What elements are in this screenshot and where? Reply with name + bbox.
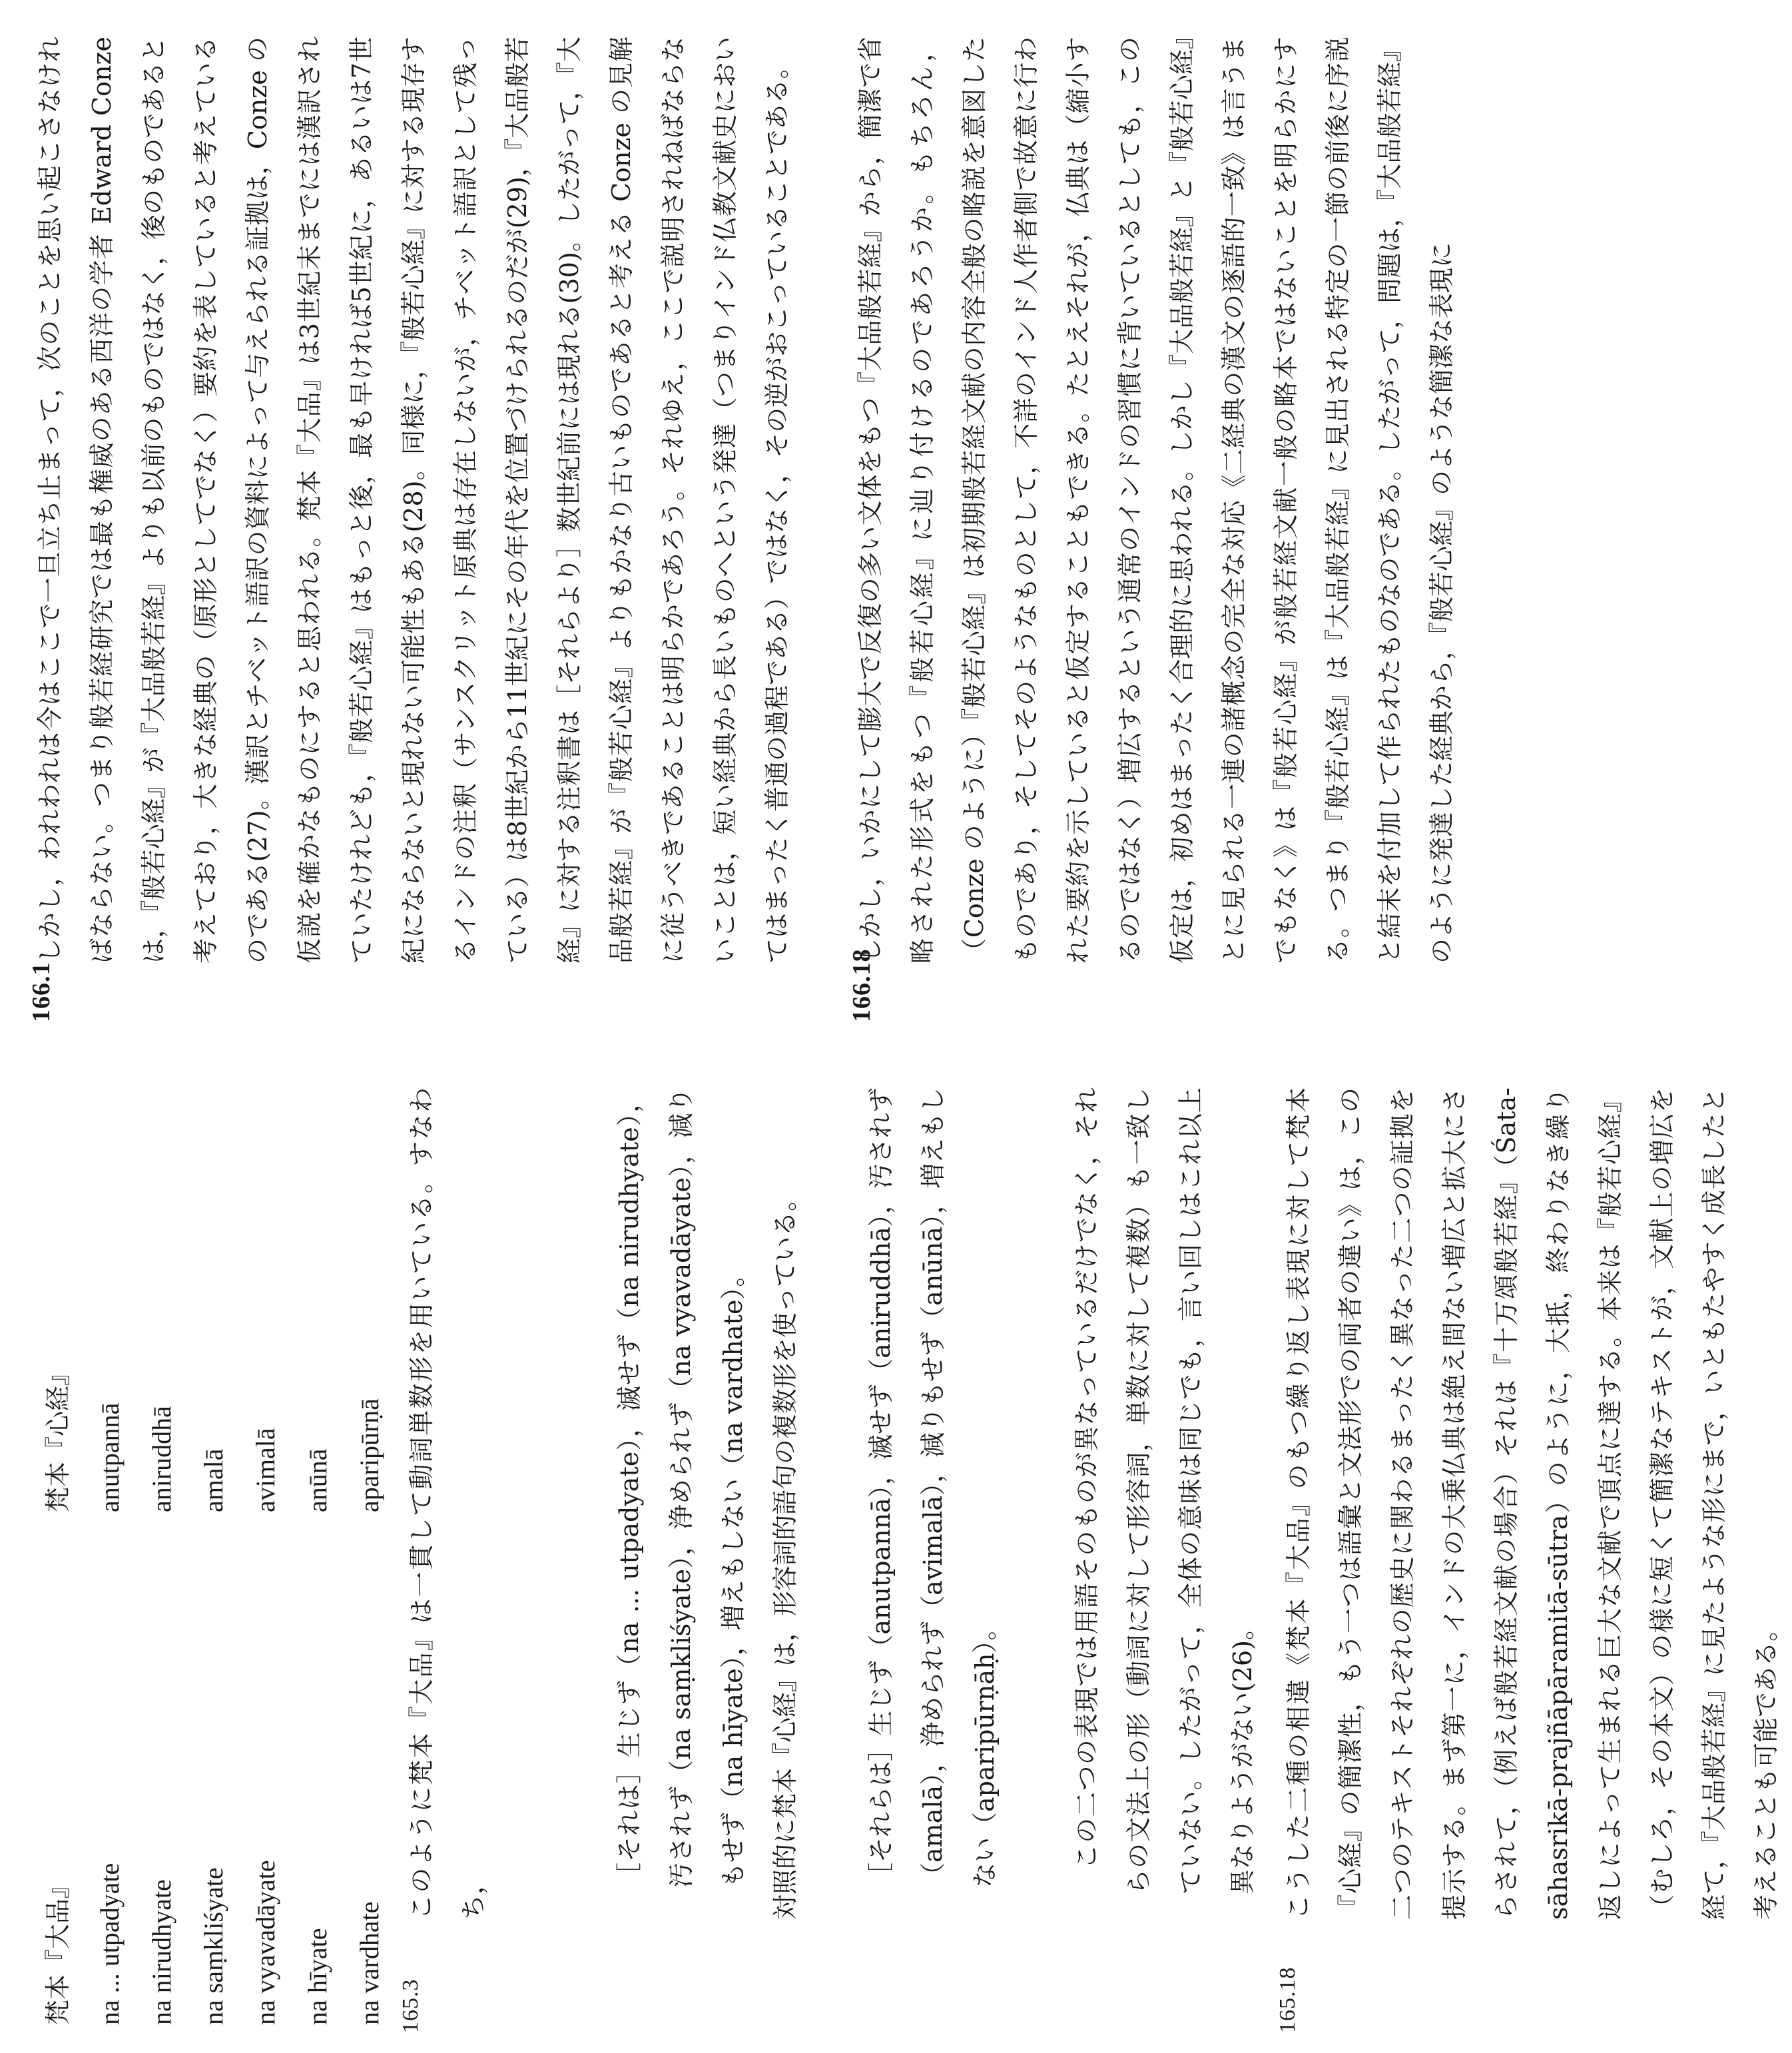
paragraph-marker: 166.1 [27,962,55,1022]
paragraph-165-3 [396,1087,499,2033]
paragraph-marker: 166.18 [848,948,876,1022]
table-cell: na vyavadāyate [250,1860,280,2025]
table-cell: anutpannā [95,1402,125,1512]
table-cell: na hīyate [302,1928,332,2025]
paragraph-text: しかし，いかにして膨大で反復の多い文体をもつ『大品般若経』から，簡潔で省略された形式をもつ『般若心経』に辿り付けるのであろうか。もちろん，（Conze のように）『般若心経』は初期般若経文献の内容全般の略説を意図したものであり，そしてそのようなものとして，不詳のインド人作者側で故意に行われた要約を示していると仮定することもできる。たとえそれが，仏典は（縮小するのではなく）増広するという通常のインドの習慣に背いているとしても，この仮定は，初めはまったく合理的に思われる。しかし『大品般若経』と『般若心経』とに見られる一連の諸概念の完全な対応《二経典の漢文の逐語的一致》は言うまでもなく》は『般若心経』が般若経文献一般の略本ではないことを明らかにする。つまり『般若心経』は『大品般若経』に見出される特定の一節の前後に序説と結末を付加して作られたものなのである。したがって，問題は，『大品般若経』のように発達した経典から，『般若心経』のような簡潔な表現に [856,37,1456,964]
paragraph-165-18 [1273,1087,1792,2033]
table-cell: anūnā [302,1448,332,1512]
table-row [301,1159,353,2025]
block-quote-large-sutra [603,1087,759,2033]
right-page [19,37,1456,1022]
quote-text: ［それは］生じず（na ... utpadyate），滅せず（na nirudhyate），汚されず（na saṃkliśyate），浄められず（na vyavadāyate），減りもせず（na hīyate），増えもしない（na vardhate）。 [615,1087,748,1888]
paragraph-contrast [759,1087,811,2033]
paragraph-differences [1061,1087,1792,2033]
table-cell: na nirudhyate [147,1879,176,2025]
left-page [19,1087,1781,2033]
column-header-heart-sutra: 梵本『心経』 [43,1360,73,1512]
quote-text: ［それらは］生じず（anutpannā），滅せず（aniruddhā），汚されず（amalā），浄められず（avimalā），減りもせず（anūnā），増えもしない（aparipūrṇāḥ）。 [866,1087,1000,1888]
paragraph-marker: 165.18 [1275,1966,1300,2033]
column-header-large-sutra: 梵本『大品』 [43,1873,73,2025]
table-cell: aparipūrṇā [354,1398,384,1512]
table-row [145,1159,197,2025]
paragraph-text: こうした二種の相違《梵本『大品』のもつ繰り返し表現に対して梵本『心経』の簡潔性，もう一つは語彙と文法形での両者の違い》は，この二つのテキストそれぞれの歴史に関わるまったく異なった二つの証拠を提示する。まず第一に，インドの大乗仏典は絶え間ない増広と拡大にさらされて，（例えば般若経文献の場合）それは『十万頌般若経』（Śata-sāhasrikā-prajñāpāramitā-sūtra）のように，大抵，終わりなき繰り返しによって生まれる巨大な文献で頂点に達する。本来は『般若心経』（むしろ，その本文）の様に短くて簡潔なテキストが，文献上の増広を経て，『大品般若経』に見たような形にまで，いともたやすく成長したと考えることも可能である。 [1284,1087,1781,1920]
table-cell: na ... utpadyate [95,1863,125,2025]
paragraph-text: このように梵本『大品』は一貫して動詞単数形を用いている。すなわち， [407,1087,488,1920]
block-quote-heart-sutra [855,1087,1011,2033]
table-row [197,1159,249,2025]
sanskrit-comparison-table [41,1159,405,2025]
table-cell: aniruddhā [147,1406,176,1512]
paragraph-166-18 [844,37,1468,1022]
paragraph-marker: 165.3 [398,1978,423,2033]
table-cell: na vardhate [354,1901,384,2025]
table-cell: amalā [198,1448,228,1512]
paragraph-text: 対照的に梵本『心経』は，形容詞的語句の複数形を使っている。 [770,1185,800,1920]
paragraph-text: この二つの表現では用語そのものが異なっているだけでなく，それらの文法上の形（動詞に対して形容詞，単数に対して複数）も一致していない。したがって，全体の意味は同じでも，言い回しはこれ以上異なりようがない(26)。 [1072,1087,1257,1895]
table-row [249,1159,301,2025]
paragraph-text: しかし，われわれは今はここで一旦立ち止まって，次のことを思い起こさなければならない。つまり般若経研究では最も権威のある西洋の学者 Edward Conze は，『般若心経』が『大品般若経』よりも以前のものではなく，後のものであると考えており，大きな経典の（原形としてでなく）要約を表していると考えているのである(27)。漢訳とチベット語訳の資料によって与えられる証拠は，Conze の仮説を確かなものにすると思われる。梵本『大品』は3世紀末までには漢訳されていたけれども，『般若心経』はもっと後，最も早ければ5世紀に，あるいは7世紀にならないと現れない可能性もある(28)。同様に，『般若心経』に対する現存するインドの注釈（サンスクリット原典は存在しないが，チベット語訳として残っている）は8世紀から11世紀にその年代を位置づけられるのだが(29)，『大品般若経』に対する注釈書は［それらより］数世紀前には現れる(30)。したがって，『大品般若経』が『般若心経』よりもかなり古いものであると考える Conze の見解に従うべきであることは明らかであろう。それゆえ，ここで説明されねばならないことは，短い経典から長いものへという発達（つまりインド仏教文献史においてはまったく普通の過程である）ではなく，その逆がおこっていることである。 [35,37,792,964]
table-cell: na saṃkliśyate [198,1867,228,2025]
table-header-row [41,1159,93,2025]
paragraph-166-1 [24,37,803,1022]
table-cell: avimalā [250,1428,280,1512]
table-row [93,1159,145,2025]
